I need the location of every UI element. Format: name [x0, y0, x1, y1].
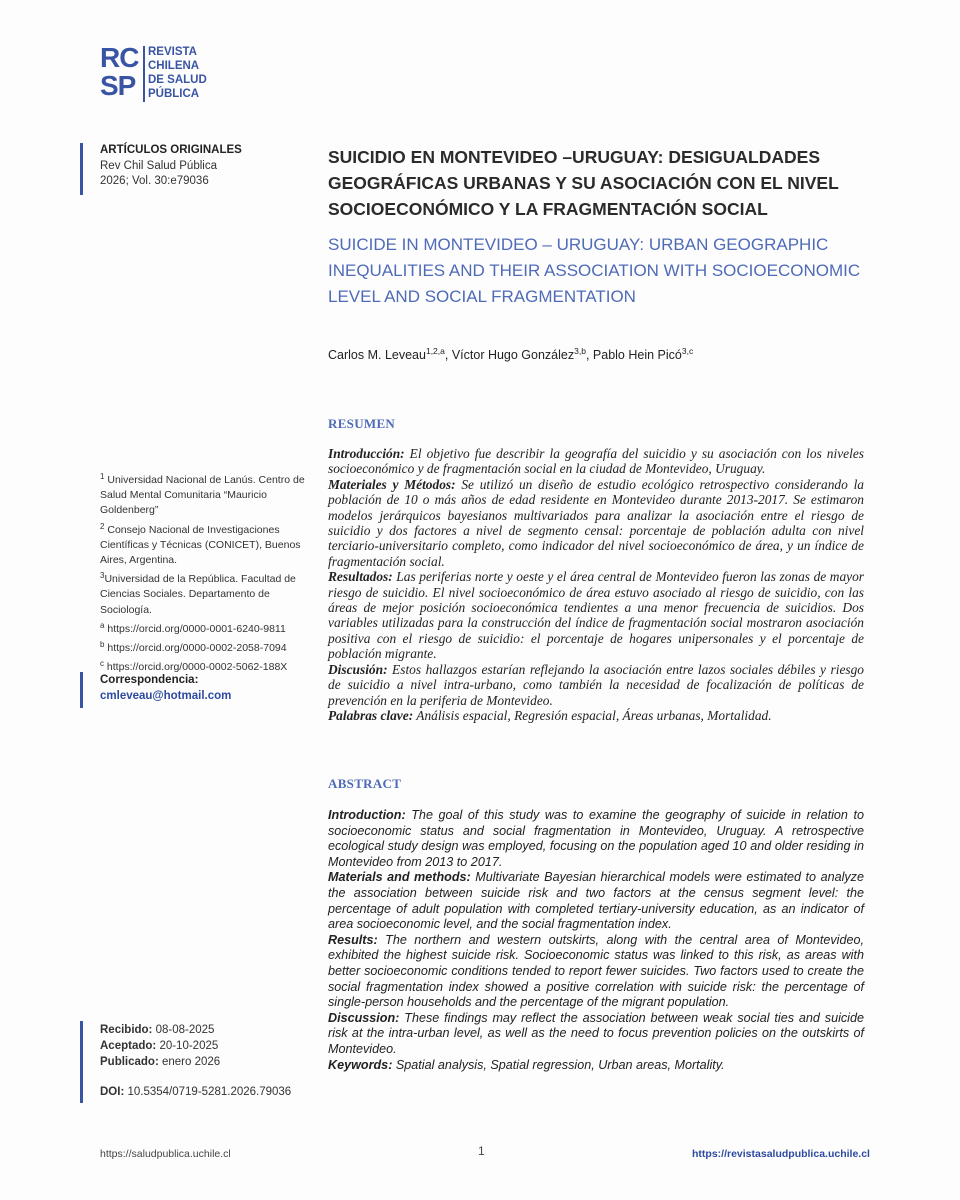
logo-word: REVISTA — [148, 46, 197, 58]
published-value: enero 2026 — [161, 1056, 221, 1068]
logo-letters-top: RC — [100, 42, 139, 73]
resumen-results-label: Resultados: — [328, 569, 393, 585]
abstract-results — [328, 933, 864, 1011]
resumen-body — [328, 446, 864, 723]
doi — [100, 1084, 315, 1100]
author-affiliation-marker: 1,2,a — [425, 346, 445, 356]
resumen-results — [328, 569, 864, 661]
published-date — [100, 1054, 315, 1070]
author-list — [328, 346, 868, 362]
logo-monogram — [100, 44, 140, 100]
resumen-intro-label: Introducción: — [328, 446, 405, 461]
orcid-item — [100, 637, 322, 656]
abstract-discussion-label: Discussion: — [328, 1010, 400, 1025]
accepted-date — [100, 1038, 315, 1054]
resumen-discussion-text: Estos hallazgos estarían reflejando la asociación entre lazos sociales débiles y riesgo de suicidio a nivel intra-urbano, como también la necesidad de focalización de políticas de prevención en la periferia de Montevideo. — [328, 661, 864, 708]
logo-word: DE SALUD — [148, 74, 207, 86]
abstract-discussion — [328, 1011, 864, 1058]
logo-divider — [143, 46, 145, 102]
affiliation-marker: 1 — [100, 472, 105, 481]
abstract-intro — [328, 808, 864, 870]
accepted-label: Aceptado: — [100, 1040, 157, 1052]
resumen-keywords-text: Análisis espacial, Regresión espacial, Áreas urbanas, Mortalidad. — [413, 707, 772, 723]
published-label: Publicado: — [100, 1056, 159, 1068]
logo-word: PÚBLICA — [148, 88, 200, 100]
abstract-intro-label: Introduction: — [328, 808, 406, 822]
received-date — [100, 1022, 315, 1038]
footer-left-link[interactable]: https://saludpublica.uchile.cl — [100, 1148, 231, 1160]
abstract-results-text: The northern and western outskirts, along with the central area of Montevideo, exhibited the highest suicide risk. Socioeconomic status was linked to this risk, as areas with better socioeconomic conditions tended to report fewer suicides. Two factors used to create the social fragmentation index showed a positive correlation with suicide risk: the percentage of single-person households and the percentage of the migrant population. — [328, 932, 864, 1010]
abstract-body — [328, 808, 864, 1073]
publication-dates — [100, 1022, 315, 1100]
correspondence-label: Correspondencia: — [100, 674, 199, 686]
resumen-keywords-label: Palabras clave: — [328, 707, 414, 723]
affiliation-item — [100, 469, 322, 519]
orcid-link[interactable]: https://orcid.org/0000-0001-6240-9811 — [107, 622, 286, 635]
correspondence — [100, 673, 315, 704]
author-separator: , — [444, 348, 452, 362]
orcid-marker: c — [100, 659, 104, 669]
resumen-methods-label: Materiales y Métodos: — [328, 476, 456, 492]
dates-accent-bar — [80, 1021, 83, 1103]
orcid-link[interactable]: https://orcid.org/0000-0002-2058-7094 — [107, 642, 287, 655]
received-value: 08-08-2025 — [155, 1024, 215, 1036]
resumen-heading: RESUMEN — [328, 416, 396, 431]
title-spanish: SUICIDIO EN MONTEVIDEO –URUGUAY: DESIGUALDADES GEOGRÁFICAS URBANAS Y SU ASOCIACIÓN CON EL NIVEL SOCIOECONÓMICO Y LA FRAGMENTACIÓN SOCIAL — [328, 147, 839, 219]
received-label: Recibido: — [100, 1024, 153, 1036]
resumen-keywords — [328, 708, 864, 723]
resumen-discussion — [328, 662, 864, 708]
correspondence-email[interactable]: cmleveau@hotmail.com — [100, 689, 232, 702]
author-separator: , — [585, 348, 593, 362]
title-english: SUICIDE IN MONTEVIDEO – URUGUAY: URBAN GEOGRAPHIC INEQUALITIES AND THEIR ASSOCIATION WITH SOCIOECONOMIC LEVEL AND SOCIAL FRAGMENTATION — [328, 235, 861, 306]
affiliations — [100, 469, 322, 675]
author-name: Pablo Hein Picó — [592, 348, 682, 362]
resumen-results-text: Las periferias norte y oeste y el área central de Montevideo fueron las zonas de mayor riesgo de suicidio. El nivel socioeconómico de área estuvo asociado al riesgo de suicidio, con las áreas de mejor posición socioeconómica tendientes a una menor frecuencia de suicidios. Dos variables utilizadas para la construcción del índice de fragmentación social mostraron asociación positiva con el riesgo de suicidio: el porcentaje de hogares unipersonales y el porcentaje de población migrante. — [328, 569, 864, 662]
author-name: Víctor Hugo González — [451, 348, 575, 362]
resumen-discussion-label: Discusión: — [328, 661, 388, 677]
abstract-discussion-text: These findings may reflect the association between weak social ties and suicide risk at the intra-urban level, as well as the need to focus prevention policies on the outskirts of Montevideo. — [328, 1010, 864, 1056]
doi-label: DOI: — [100, 1086, 125, 1098]
abstract-keywords — [328, 1058, 864, 1074]
orcid-link[interactable]: https://orcid.org/0000-0002-5062-188X — [106, 661, 288, 674]
logo-word: CHILENA — [148, 60, 200, 72]
abstract-methods-label: Materials and methods: — [328, 870, 471, 885]
journal-logo — [100, 44, 300, 106]
affiliation-text: Consejo Nacional de Investigaciones Científicas y Técnicas (CONICET), Buenos Aires, Argentina. — [100, 523, 301, 567]
resumen-intro-text: El objetivo fue describir la geografía del suicidio y su asociación con los niveles socioeconómico y de fragmentación social en la ciudad de Montevideo, Uruguay. — [328, 446, 864, 477]
affiliation-item — [100, 519, 322, 569]
author-affiliation-marker: 3,b — [574, 346, 586, 356]
abstract-results-label: Results: — [328, 932, 378, 947]
affiliation-text: Universidad Nacional de Lanús. Centro de Salud Mental Comunitaria “Mauricio Goldenberg” — [100, 474, 305, 517]
affiliation-text: Universidad de la República. Facultad de Ciencias Sociales. Departamento de Sociología. — [100, 573, 296, 616]
footer-right-link[interactable]: https://revistasaludpublica.uchile.cl — [692, 1148, 870, 1160]
author-name: Carlos M. Leveau — [328, 348, 426, 362]
author-affiliation-marker: 3,c — [681, 346, 694, 356]
abstract-keywords-label: Keywords: — [328, 1057, 393, 1072]
logo-wordmark — [148, 45, 207, 101]
affiliation-item — [100, 568, 322, 618]
page-number: 1 — [478, 1144, 485, 1158]
article-meta — [100, 143, 315, 190]
abstract-keywords-text: Spatial analysis, Spatial regression, Urban areas, Mortality. — [392, 1057, 725, 1072]
orcid-marker: b — [100, 640, 105, 650]
resumen-methods — [328, 477, 864, 569]
abstract-methods — [328, 870, 864, 932]
logo-letters-bottom: SP — [100, 70, 136, 101]
orcid-item — [100, 618, 322, 637]
affiliation-marker: 3 — [100, 571, 105, 581]
accepted-value: 20-10-2025 — [159, 1040, 219, 1052]
article-section-type: ARTÍCULOS ORIGINALES — [100, 144, 242, 156]
abstract-heading: ABSTRACT — [328, 776, 402, 791]
doi-value[interactable]: 10.5354/0719-5281.2026.79036 — [127, 1086, 292, 1098]
abstract-methods-text: Multivariate Bayesian hierarchical models were estimated to analyze the association between suicide risk and two factors at the census segment level: the percentage of adult population with completed tertiary-university education, as an indicator of area socioeconomic level, and the social fragmentation index. — [328, 870, 864, 932]
sidebar-accent-bar — [80, 143, 83, 195]
journal-volume: 2026; Vol. 30:e79036 — [100, 175, 209, 187]
affiliation-marker: 2 — [100, 521, 105, 531]
orcid-marker: a — [100, 620, 105, 630]
resumen-intro — [328, 446, 864, 477]
journal-name: Rev Chil Salud Pública — [100, 159, 217, 172]
abstract-intro-text: The goal of this study was to examine the geography of suicide in relation to socioeconomic status and social fragmentation in Montevideo, Uruguay. A retrospective ecological study design was employed, focusing on the population aged 10 and older residing in Montevideo from 2013 to 2017. — [328, 808, 864, 869]
resumen-methods-text: Se utilizó un diseño de estudio ecológico retrospectivo considerando la población de 10 o más años de edad residente en Montevideo durante 2013-2017. Se estimaron modelos jerárquicos bayesianos multivariados para analizar la asociación entre el riesgo de suicidio y dos factores a nivel de segmento censal: porcentaje de población adulta con nivel terciario-universitario completo, como indicador del nivel socioeconómico de área, y un índice de fragmentación social. — [328, 476, 864, 569]
correspondence-accent-bar — [80, 672, 83, 708]
